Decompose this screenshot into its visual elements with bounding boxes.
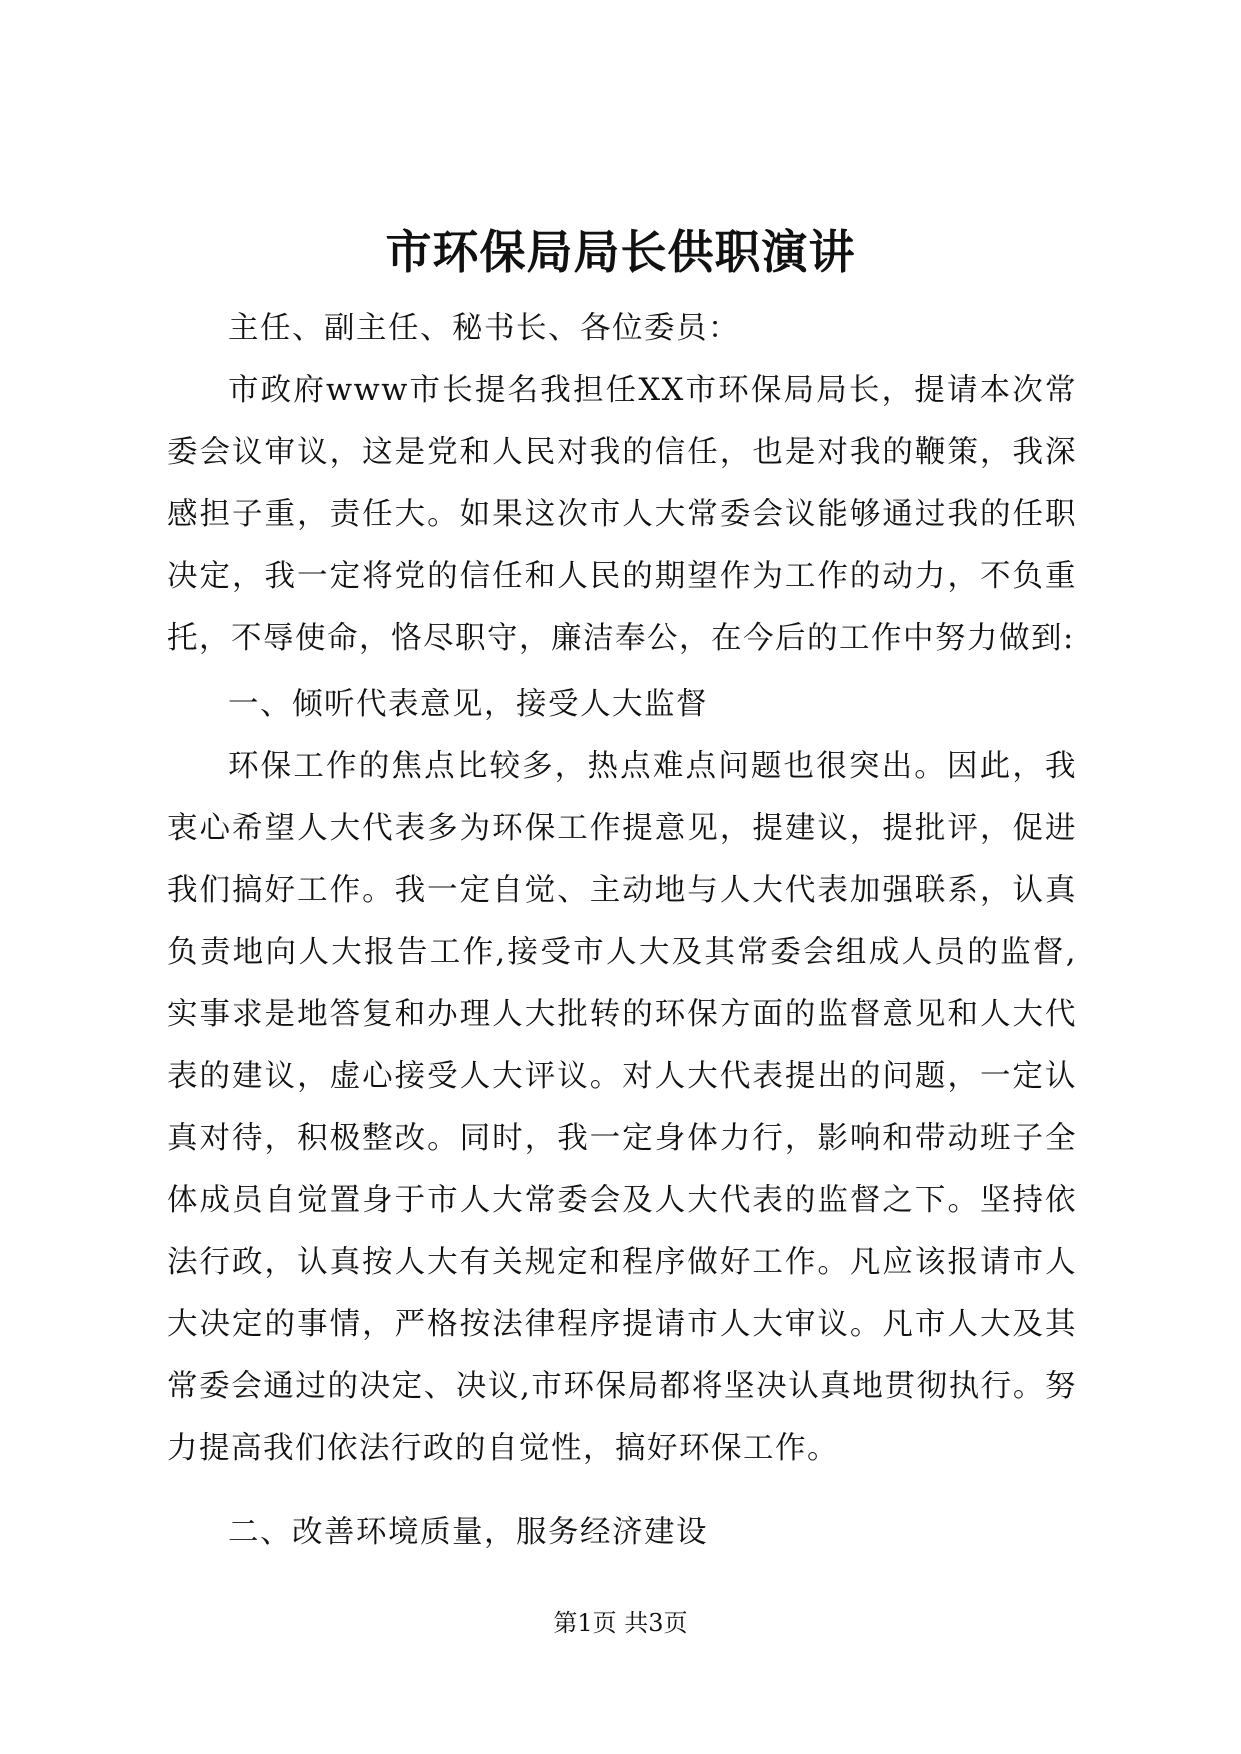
paragraph-section-1: 环保工作的焦点比较多，热点难点问题也很突出。因此，我衷心希望人大代表多为环保工作提意见，提建议，提批评，促进我们搞好工作。我一定自觉、主动地与人大代表加强联系，认真负责地向人大报告工作,接受市人大及其常委会组成人员的监督,实事求是地答复和办理人大批转的环保方面的监督意见和人大代表的建议，虚心接受人大评议。对人大代表提出的问题，一定认真对待，积极整改。同时，我一定身体力行，影响和带动班子全体成员自觉置身于市人大常委会及人大代表的监督之下。坚持依法行政，认真按人大有关规定和程序做好工作。凡应该报请市人大决定的事情，严格按法律程序提请市人大审议。凡市人大及其常委会通过的决定、决议,市环保局都将坚决认真地贯彻执行。努力提高我们依法行政的自觉性，搞好环保工作。 — [167, 749, 1077, 1466]
section-heading-1: 一、倾听代表意见，接受人大监督 — [228, 687, 708, 722]
document-title: 市环保局局长供职演讲 — [385, 225, 856, 279]
salutation: 主任、副主任、秘书长、各位委员： — [228, 311, 740, 346]
paragraph-intro: 市政府www市长提名我担任XX市环保局局长，提请本次常委会议审议，这是党和人民对我的信任，也是对我的鞭策，我深感担子重，责任大。如果这次市人大常委会议能够通过我的任职决定，我一定将党的信任和人民的期望作为工作的动力，不负重托，不辱使命，恪尽职守，廉洁奉公，在今后的工作中努力做到: — [167, 373, 1077, 656]
section-heading-2: 二、改善环境质量，服务经济建设 — [228, 1515, 708, 1550]
document-body — [167, 298, 1077, 1564]
page-footer: 第1页 共3页 — [553, 1609, 688, 1637]
